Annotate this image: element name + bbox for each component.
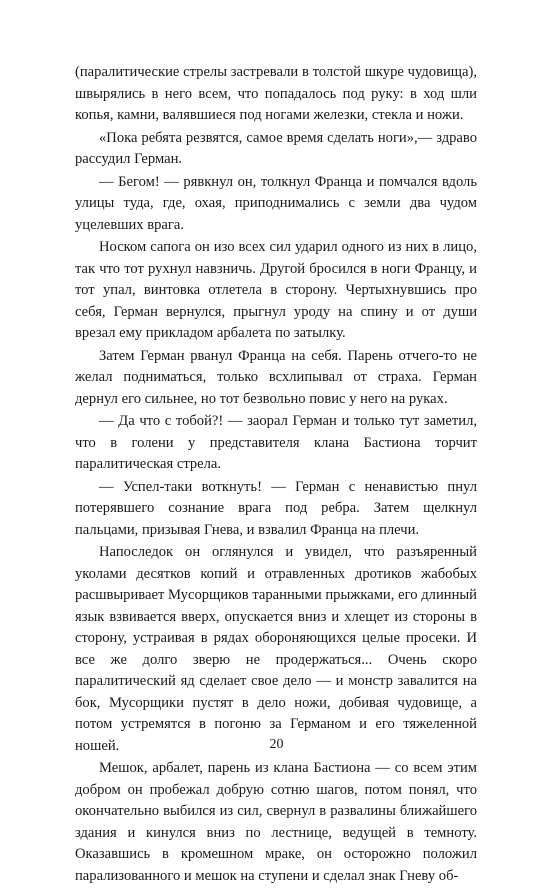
paragraph-3: — Бегом! — рявкнул он, толкнул Франца и помчался вдоль улицы туда, где, охая, приподнимались с земли два чудом уцелевших врага. (75, 173, 477, 233)
paragraph-8: Напоследок он оглянулся и увидел, что разъяренный уколами десятков копий и отравленных дротиков жабобых расшвыривает Мусорщиков таранными прыжками, его длинный язык взвивается вверх, опускается вниз и хлещет из стороны в сторону, устраивая в рядах обороняющихся целые просеки. И все же долго зверю не продержаться... Очень скоро паралитический яд сделает свое дело — и монстр завалится на бок, Мусорщики пустят в дело ножи, добивая чудовище, а потом устремятся в погоню за Германом и его тяжеленной ношей. (75, 544, 477, 754)
paragraph-1: (паралитические стрелы застревали в толстой шкуре чудовища), швырялись в него всем, что попадалось под руку: в ход шли копья, камни, валявшиеся под ногами железки, стекла и ножи. (75, 64, 477, 123)
paragraph-4: Носком сапога он изо всех сил ударил одного из них в лицо, так что тот рухнул навзничь. Другой бросился в ноги Францу, и тот упал, винтовка отлетела в сторону. Чертыхнувшись про себя, Герман вернулся, прыгнул уроду на спину и от души врезал ему прикладом арбалета по затылку. (75, 239, 477, 341)
paragraph-7: — Успел-таки воткнуть! — Герман с ненавистью пнул потерявшего сознание врага под ребра. Затем щелкнул пальцами, призывая Гнева, и взвалил Франца на плечи. (75, 478, 477, 538)
paragraph-6: — Да что с тобой?! — заорал Герман и только тут заметил, что в голени у представителя клана Бастиона торчит паралитическая стрела. (75, 413, 477, 472)
paragraph-9: Мешок, арбалет, парень из клана Бастиона — со всем этим добром он пробежал добрую сотню шагов, потом понял, что окончательно выбился из сил, свернул в развалины ближайшего здания и кинулся вниз по лестнице, ведущей в темноту. Оказавшись в кромешном мраке, он осторожно положил парализованного и мешок на ступени и сделал знак Гневу об- (75, 760, 477, 884)
page-number: 20 (269, 737, 284, 752)
book-page (75, 62, 477, 888)
paragraph-5: Затем Герман рванул Франца на себя. Парень отчего-то не желал подниматься, только всхлипывал от страха. Герман дернул его сильнее, но тот безвольно повис у него на руках. (75, 347, 477, 407)
paragraph-2: «Пока ребята резвятся, самое время сделать ноги»,— здраво рассудил Герман. (75, 129, 477, 167)
